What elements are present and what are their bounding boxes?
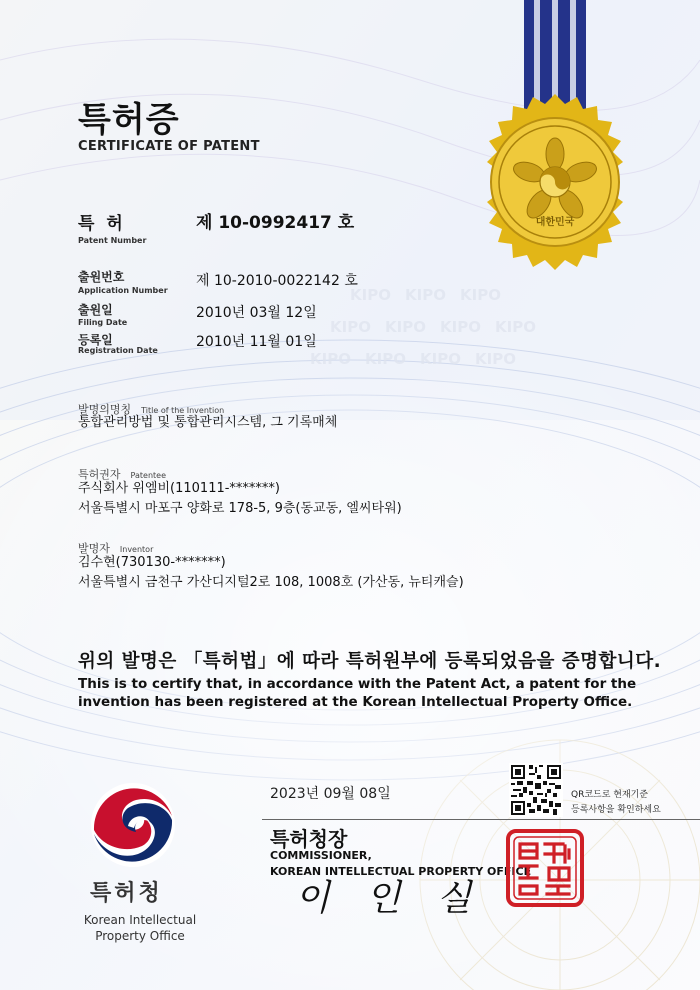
patent-number-label: 특 허 bbox=[78, 214, 126, 234]
patent-number-label-english: Patent Number bbox=[78, 236, 147, 245]
svg-text:KIPO: KIPO bbox=[440, 318, 481, 336]
certification-statement-english: This is to certify that, in accordance with the Patent Act, a patent for the invention has been registered at the Korean Intellectual Property Office. bbox=[78, 676, 637, 710]
svg-text:KIPO: KIPO bbox=[350, 286, 391, 304]
svg-text:KIPO: KIPO bbox=[420, 350, 461, 368]
inventor-label: 발명자 bbox=[78, 542, 110, 555]
invention-label-english: Title of the Invention bbox=[141, 406, 225, 415]
registration-date-label-english: Registration Date bbox=[78, 346, 158, 355]
svg-text:KIPO: KIPO bbox=[405, 286, 446, 304]
qr-note-line2: 등록사항을 확인하세요 bbox=[571, 805, 661, 815]
kipo-logo-name-english bbox=[60, 912, 220, 944]
kipo-logo-name: 특허청 bbox=[90, 881, 163, 906]
application-number-value: 제 10-2010-0022142 호 bbox=[196, 273, 358, 289]
certificate-title: 특허증 bbox=[78, 100, 180, 140]
svg-text:KIPO: KIPO bbox=[385, 318, 426, 336]
filing-date-value: 2010년 03월 12일 bbox=[196, 305, 317, 321]
signature-divider bbox=[262, 819, 700, 820]
svg-text:KIPO: KIPO bbox=[495, 318, 536, 336]
svg-text:KIPO: KIPO bbox=[330, 318, 371, 336]
commissioner-title-english-line1: COMMISSIONER, bbox=[270, 849, 372, 862]
commissioner-signature: 이인실 bbox=[295, 878, 508, 919]
inventor-name: 김수현(730130-*******) bbox=[78, 555, 226, 570]
inventor-label-english: Inventor bbox=[119, 545, 154, 554]
patentee-name: 주식회사 위엠비(110111-*******) bbox=[78, 481, 280, 496]
inventor-address: 서울특별시 금천구 가산디지털2로 108, 1008호 (가산동, 뉴티캐슬) bbox=[78, 575, 464, 590]
patent-number-value: 제 10-0992417 호 bbox=[196, 213, 355, 233]
svg-text:KIPO: KIPO bbox=[460, 286, 501, 304]
svg-text:KIPO: KIPO bbox=[365, 350, 406, 368]
registration-date-label: 등록일 bbox=[78, 333, 113, 347]
kipo-logo-icon bbox=[88, 780, 178, 870]
kipo-logo-name-english-line2: Property Office bbox=[95, 929, 185, 943]
patentee-label-english: Patentee bbox=[130, 471, 166, 480]
qr-code-icon[interactable] bbox=[509, 763, 563, 817]
application-number-label-english: Application Number bbox=[78, 286, 168, 295]
issue-date: 2023년 09월 08일 bbox=[270, 786, 391, 802]
certification-statement: 위의 발명은 「특허법」에 따라 특허원부에 등록되었음을 증명합니다. bbox=[78, 651, 662, 672]
kipo-logo-name-english-line1: Korean Intellectual bbox=[83, 913, 197, 927]
qr-code-note bbox=[571, 788, 661, 818]
filing-date-label-english: Filing Date bbox=[78, 318, 128, 327]
registration-date-value: 2010년 11월 01일 bbox=[196, 334, 317, 350]
svg-text:KIPO: KIPO bbox=[475, 350, 516, 368]
commissioner-title-english-line2: KOREAN INTELLECTUAL PROPERTY OFFICE bbox=[270, 865, 532, 878]
application-number-label: 출원번호 bbox=[78, 270, 125, 284]
official-red-seal bbox=[505, 828, 585, 908]
patentee-label: 특허권자 bbox=[78, 468, 121, 481]
certificate-title-english: CERTIFICATE OF PATENT bbox=[78, 139, 260, 154]
patentee-address: 서울특별시 마포구 양화로 178-5, 9층(동교동, 엘씨타워) bbox=[78, 501, 402, 516]
invention-title: 통합관리방법 및 통합관리시스템, 그 기록매체 bbox=[78, 415, 338, 430]
qr-note-line1: QR코드로 현재기준 bbox=[571, 790, 649, 800]
commissioner-title: 특허청장 bbox=[270, 827, 348, 851]
svg-text:KIPO: KIPO bbox=[310, 350, 351, 368]
svg-text:대한민국: 대한민국 bbox=[535, 217, 575, 228]
gold-seal-medal bbox=[470, 0, 640, 270]
invention-label: 발명의명칭 bbox=[78, 403, 132, 416]
filing-date-label: 출원일 bbox=[78, 303, 113, 317]
